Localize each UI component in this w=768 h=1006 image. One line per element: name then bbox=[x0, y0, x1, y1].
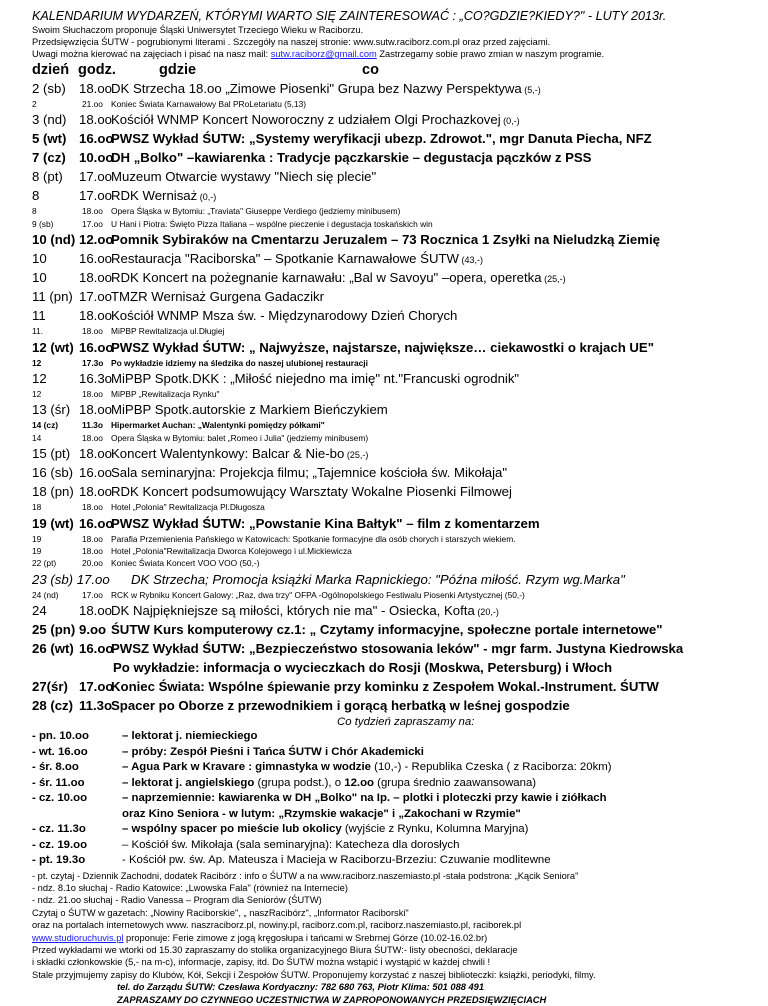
event-description: PWSZ Wykład ŚUTW: „Bezpieczeństwo stosowania leków" - mgr farm. Justyna Kiedrowska bbox=[111, 641, 684, 657]
intro-line-1: Swoim Słuchaczom proponuje Śląski Uniwersytet Trzeciego Wieku w Raciborzu. bbox=[32, 25, 364, 35]
event-time: 9.oo bbox=[79, 622, 107, 638]
weekly-tail: 12.oo bbox=[344, 776, 374, 789]
event-row bbox=[32, 338, 752, 357]
event-row bbox=[32, 230, 752, 249]
event-day: 7 (cz) bbox=[32, 150, 66, 166]
event-time: 17.oo bbox=[79, 169, 113, 185]
weekly-item bbox=[32, 760, 752, 776]
event-row bbox=[32, 419, 752, 431]
event-description: Kościół WNMP Msza św. - Międzynarodowy Dzień Chorych bbox=[111, 308, 458, 324]
event-row bbox=[32, 620, 752, 639]
event-description: Spacer po Oborze z przewodnikiem i gorącą herbatką w leśnej gospodzie bbox=[111, 698, 570, 714]
event-time: 18.oo bbox=[79, 603, 113, 619]
event-description: Koniec Świata Koncert VOO VOO (50,-) bbox=[111, 558, 260, 569]
weekly-when: - cz. 19.oo bbox=[32, 838, 88, 851]
event-description: MiPBP Spotk.autorskie z Markiem Bieńczykiem bbox=[111, 402, 388, 418]
event-row bbox=[32, 400, 752, 419]
event-day: 2 (sb) bbox=[32, 81, 66, 96]
event-description: MiPBP Spotk.DKK : „Miłość niejedno ma imię" nt."Francuski ogrodnik" bbox=[111, 370, 520, 386]
event-day: 23 (sb) 17.oo bbox=[32, 571, 110, 587]
event-time: 16.oo bbox=[79, 515, 114, 531]
event-day: 3 (nd) bbox=[32, 112, 67, 128]
weekly-item bbox=[32, 838, 752, 854]
intro-text: Uwagi można kierować na zajęciach i pisać na nasz mail: bbox=[32, 49, 271, 59]
event-row bbox=[32, 306, 752, 325]
event-description: Pomnik Sybiraków na Cmentarzu Jeruzalem – 73 Rocznica 1 Zsyłki na Nieludzką Ziemię bbox=[111, 232, 660, 248]
event-day: 19 bbox=[32, 545, 42, 556]
event-time: 18.oo bbox=[79, 308, 113, 324]
weekly-extra: (10,-) bbox=[371, 761, 402, 774]
event-description: U Hani i Piotra: Święto Pizza Italiana – wspólne pieczenie i degustacja toskańskich win bbox=[111, 218, 433, 229]
event-row bbox=[32, 639, 752, 658]
weekly-item bbox=[32, 776, 752, 792]
event-row bbox=[32, 444, 752, 463]
event-time: 18.oo bbox=[79, 446, 113, 462]
weekly-extra: - Kościół pw. św. Ap. Mateusza i Macieja w Raciborzu-Brzeziu: Czuwanie modlitewne bbox=[122, 854, 551, 867]
event-price: (5,-) bbox=[521, 85, 541, 95]
event-description: RDK Wernisaż (0,-) bbox=[111, 188, 217, 204]
event-price: (0,-) bbox=[197, 192, 217, 203]
event-day: 10 bbox=[32, 270, 47, 286]
event-day: 12 bbox=[32, 357, 42, 368]
weekly-text: – Agua Park w Kravare : gimnastyka w wodzie bbox=[122, 761, 371, 774]
event-description: Muzeum Otwarcie wystawy "Niech się plecie" bbox=[111, 169, 377, 185]
event-time: 18.oo bbox=[79, 270, 113, 286]
event-time: 18.oo bbox=[82, 545, 103, 556]
event-description: RDK Koncert podsumowujący Warsztaty Wokalne Piosenki Filmowej bbox=[111, 484, 512, 500]
weekly-extra: (wyjście z Rynku, Kolumna Maryjna) bbox=[341, 823, 529, 836]
event-description: ŚUTW Kurs komputerowy cz.1: „ Czytamy informacyjne, społeczne portale internetowe" bbox=[111, 622, 663, 638]
event-time: 16.3o bbox=[79, 370, 113, 386]
event-description: DH „Bolko" –kawiarenka : Tradycje pączkarskie – degustacja pączków z PSS bbox=[111, 150, 592, 166]
event-day: 8 bbox=[32, 206, 37, 217]
event-description: Sala seminaryjna: Projekcja filmu; „Tajemnice kościoła św. Mikołaja" bbox=[111, 465, 508, 481]
event-description: PWSZ Wykład ŚUTW: „Powstanie Kina Bałtyk" – film z komentarzem bbox=[111, 515, 540, 531]
event-description: Koniec Świata Karnawałowy Bal PRoLetariatu (5,13) bbox=[111, 99, 307, 109]
event-time: 16.oo bbox=[79, 339, 114, 355]
intro-line-2: Przedsięwzięcia ŚUTW - pogrubionymi literami . Szczegóły na naszej stronie: www.sutw.raciborz.com.pl oraz przed zajęciami. bbox=[32, 37, 551, 47]
weekly-text: – lektorat j. niemieckiego bbox=[122, 730, 258, 743]
event-description: Hotel „Polonia" Rewitalizacja Pl.Długosza bbox=[111, 502, 265, 513]
event-description: RDK Koncert na pożegnanie karnawału: „Bal w Savoyu" –opera, operetka (25,-) bbox=[111, 270, 566, 286]
event-time: 11.3o bbox=[79, 698, 112, 714]
event-day: 12 bbox=[32, 370, 47, 386]
event-day: 24 bbox=[32, 603, 47, 619]
weekly-text: – naprzemiennie: kawiarenka w DH „Bolko" na Ip. – plotki i ploteczki przy kawie i ziółkach bbox=[122, 792, 607, 805]
event-row bbox=[32, 186, 752, 205]
event-day: 13 (śr) bbox=[32, 402, 71, 418]
event-row bbox=[32, 432, 752, 444]
event-row bbox=[32, 129, 752, 148]
event-day: 24 (nd) bbox=[32, 589, 59, 600]
event-row bbox=[32, 110, 752, 129]
event-time: 17.oo bbox=[79, 289, 113, 305]
footer-line: - ndz. 8.1o słuchaj - Radio Katowice: „Lwowska Fala" (również na Internecie) bbox=[32, 882, 348, 893]
header-where: gdzie bbox=[159, 62, 197, 78]
event-time: 17.oo bbox=[79, 188, 113, 204]
event-time: 18.oo bbox=[82, 533, 103, 544]
event-row bbox=[32, 325, 752, 337]
event-description: Koncert Walentynkowy: Balcar & Nie-bo (25,-) bbox=[111, 446, 369, 462]
event-price: (25,-) bbox=[541, 274, 566, 285]
event-time: 16.oo bbox=[79, 641, 114, 657]
event-row bbox=[32, 148, 752, 167]
event-day: 19 bbox=[32, 533, 42, 544]
event-description: PWSZ Wykład ŚUTW: „Systemy weryfikacji ubezp. Zdrowot.", mgr Danuta Piecha, NFZ bbox=[111, 131, 652, 147]
event-row bbox=[32, 268, 752, 287]
event-time: 18.oo bbox=[82, 326, 103, 337]
event-price: (20,-) bbox=[474, 607, 499, 618]
footer-line: oraz na portalach internetowych www. naszraciborz.pl, nowiny.pl, raciborz.com.pl, raciborz.naszemiasto.pl, raciborek.pl bbox=[32, 920, 522, 931]
event-description: Hotel „Polonia"Rewitalizacja Dworca Kolejowego i ul.Mickiewicza bbox=[111, 545, 352, 556]
event-description: Koniec Świata: Wspólne śpiewanie przy kominku z Zespołem Wokal.-Instrument. ŚUTW bbox=[111, 679, 659, 695]
weekly-extra: (grupa podst.), o bbox=[254, 776, 345, 789]
event-time: 18.oo bbox=[82, 502, 103, 513]
studio-link[interactable]: www.studioruchuvis.pl bbox=[32, 932, 124, 943]
event-time: 12.oo bbox=[79, 232, 114, 248]
weekly-when: - śr. 8.oo bbox=[32, 761, 79, 774]
event-description: Parafia Przemienienia Pańskiego w Katowicach: Spotkanie formacyjne dla osób chorych i starszych wiekiem. bbox=[111, 533, 516, 544]
event-description: Opera Śląska w Bytomiu: balet „Romeo i Julia" (jedziemy minibusem) bbox=[111, 432, 369, 443]
weekly-item bbox=[32, 791, 752, 807]
email-link[interactable]: sutw.raciborz@gmail.com bbox=[270, 49, 377, 59]
footer-line: - pt. czytaj - Dziennik Zachodni, dodatek Racibórz : info o ŚUTW a na www.raciborz.naszemiasto.pl -stała podstrona: „Kącik Seniora" bbox=[32, 870, 579, 881]
event-description: TMZR Wernisaż Gurgena Gadaczikr bbox=[111, 289, 325, 305]
footer-line: Czytaj o ŚUTW w gazetach: „Nowiny Raciborskie", „ naszRacibórz", „Informator Raciborski" bbox=[32, 907, 409, 918]
event-description: MiPBP „Rewitalizacja Rynku" bbox=[111, 388, 220, 399]
event-time: 17.oo bbox=[79, 679, 114, 695]
event-time: 21.oo bbox=[82, 99, 103, 109]
event-row bbox=[32, 167, 752, 186]
event-day: 14 bbox=[32, 432, 42, 443]
event-day: 9 (sb) bbox=[32, 218, 54, 229]
event-row bbox=[32, 388, 752, 400]
event-time: 18.oo bbox=[82, 206, 103, 217]
event-description: RCK w Rybniku Koncert Galowy: „Raz, dwa trzy" OFPA -Ogólnopolskiego Festiwalu Piosenki Artystycznej (50,-) bbox=[111, 589, 525, 600]
event-description: DK Strzecha; Promocja książki Marka Rapnickiego: "Późna miłość. Rzym wg.Marka" bbox=[131, 571, 625, 587]
event-day: 18 bbox=[32, 502, 42, 513]
event-price: (0,-) bbox=[500, 116, 520, 127]
weekly-tail2: (grupa średnio zaawansowana) bbox=[374, 776, 537, 789]
header-what: co bbox=[362, 62, 379, 78]
event-day: 10 (nd) bbox=[32, 232, 76, 248]
header-day: dzień bbox=[32, 62, 70, 78]
header-time: godz. bbox=[78, 62, 116, 78]
intro-text-tail: Zastrzegamy sobie prawo zmian w naszym programie. bbox=[376, 49, 605, 59]
event-description: Restauracja "Raciborska" – Spotkanie Karnawałowe ŚUTW (43,-) bbox=[111, 251, 484, 267]
event-price: (43,-) bbox=[459, 255, 484, 266]
event-time: 18.oo bbox=[79, 402, 113, 418]
contact-line: tel. do Zarządu ŚUTW: Czesława Kordyaczny: 782 680 763, Piotr Klima: 501 088 491 bbox=[117, 982, 485, 993]
event-time: 17.3o bbox=[82, 357, 104, 368]
event-row bbox=[32, 357, 752, 369]
event-row bbox=[32, 463, 752, 482]
event-time: 11.3o bbox=[82, 420, 103, 431]
weekly-text: oraz Kino Seniora - w lutym: „Rzymskie wakacje" i „Zakochani w Rzymie" bbox=[122, 807, 521, 820]
event-time: 10.oo bbox=[79, 150, 114, 166]
footer-text: proponuje: Ferie zimowe z jogą kręgosłupa i tańcami w Srebrnej Górze (10.02-16.02.br) bbox=[123, 932, 488, 943]
event-day: 25 (pn) bbox=[32, 622, 76, 638]
event-day: 22 (pt) bbox=[32, 558, 57, 569]
event-time: 17.oo bbox=[82, 589, 103, 600]
event-row bbox=[32, 369, 752, 388]
event-day: 26 (wt) bbox=[32, 641, 74, 657]
event-row bbox=[32, 601, 752, 620]
event-time: 18.oo bbox=[82, 432, 103, 443]
event-day: 27(śr) bbox=[32, 679, 68, 695]
event-day: 19 (wt) bbox=[32, 515, 74, 531]
event-time: 18.oo bbox=[79, 81, 113, 96]
event-row bbox=[32, 98, 752, 110]
event-row bbox=[32, 677, 752, 696]
event-day: 2 bbox=[32, 99, 37, 109]
event-day: 18 (pn) bbox=[32, 484, 74, 500]
weekly-heading: Co tydzień zapraszamy na: bbox=[337, 716, 475, 729]
footer-line bbox=[32, 932, 752, 944]
weekly-when: - śr. 11.oo bbox=[32, 776, 85, 789]
event-price: (25,-) bbox=[344, 450, 369, 461]
event-day: 11. bbox=[32, 326, 44, 337]
event-day: 12 bbox=[32, 388, 42, 399]
event-description: DK Najpiękniejsze są miłości, których nie ma" - Osiecka, Kofta (20,-) bbox=[111, 603, 499, 619]
event-day: 28 (cz) bbox=[32, 698, 74, 714]
event-row bbox=[32, 218, 752, 230]
event-row bbox=[32, 249, 752, 268]
weekly-when: - pt. 19.3o bbox=[32, 854, 86, 867]
weekly-item bbox=[32, 807, 752, 823]
event-day: 8 bbox=[32, 188, 40, 204]
footer-line: - ndz. 21.oo słuchaj - Radio Vanessa – Program dla Seniorów (ŚUTW) bbox=[32, 895, 322, 906]
weekly-when: - pn. 10.oo bbox=[32, 730, 89, 743]
event-description: Opera Śląska w Bytomiu: „Traviata" Giuseppe Verdiego (jedziemy minibusem) bbox=[111, 206, 401, 217]
event-list bbox=[32, 79, 752, 715]
event-day: 10 bbox=[32, 251, 47, 267]
event-time: 16.oo bbox=[79, 251, 113, 267]
event-day: 11 (pn) bbox=[32, 289, 73, 305]
event-description: MiPBP Rewitalizacja ul.Długiej bbox=[111, 326, 225, 337]
event-day: 12 (wt) bbox=[32, 339, 74, 355]
event-row bbox=[32, 533, 752, 545]
event-day: 14 (cz) bbox=[32, 420, 59, 431]
event-row bbox=[32, 79, 752, 98]
event-row bbox=[32, 589, 752, 601]
intro-line-3 bbox=[32, 48, 752, 60]
weekly-text: – lektorat j. angielskiego bbox=[122, 776, 255, 789]
event-day: 8 (pt) bbox=[32, 169, 63, 185]
event-time: 18.oo bbox=[79, 112, 113, 128]
weekly-text: – wspólny spacer po mieście lub okolicy bbox=[122, 823, 342, 836]
weekly-when: - cz. 10.oo bbox=[32, 792, 88, 805]
event-time: 16.oo bbox=[79, 465, 113, 481]
event-row bbox=[32, 658, 752, 677]
weekly-tail: - Republika Czeska ( z Raciborza: 20km) bbox=[401, 761, 612, 774]
weekly-item bbox=[32, 745, 752, 761]
event-time: 18.oo bbox=[82, 388, 103, 399]
footer-line: i składki członkowskie (5,- na m-c), informacje, zapisy, itd. Do ŚUTW można wstąpić i wystąpić w każdej chwili ! bbox=[32, 957, 491, 968]
event-description: Hipermarket Auchan: „Walentynki pomiędzy półkami" bbox=[111, 420, 325, 431]
weekly-list bbox=[32, 729, 752, 869]
table-header bbox=[32, 62, 752, 79]
footer-line: Przed wykładami we wtorki od 15.30 zapraszamy do stolika organizacyjnego Biura ŚUTW:- listy obecności, deklaracje bbox=[32, 945, 518, 956]
weekly-when: - wt. 16.oo bbox=[32, 745, 88, 758]
event-time: 16.oo bbox=[79, 131, 114, 147]
weekly-text: – próby: Zespół Pieśni i Tańca ŚUTW i Chór Akademicki bbox=[122, 745, 424, 758]
event-row bbox=[32, 696, 752, 715]
event-description: Po wykładzie idziemy na śledzika do naszej ulubionej restauracji bbox=[111, 357, 368, 368]
event-day: 5 (wt) bbox=[32, 131, 67, 147]
event-row bbox=[32, 205, 752, 217]
event-day: 11 bbox=[32, 308, 46, 324]
event-row bbox=[32, 570, 752, 589]
footer-line: Stale przyjmujemy zapisy do Klubów, Kół, Sekcji i Zespołów ŚUTW. Proponujemy korzystać z naszej biblioteczki: książki, periodyki, filmy. bbox=[32, 969, 596, 980]
event-row bbox=[32, 545, 752, 557]
weekly-item bbox=[32, 729, 752, 745]
weekly-extra: – Kościół św. Mikołaja (sala seminaryjna): Katecheza dla dorosłych bbox=[122, 838, 460, 851]
event-description: Po wykładzie: informacja o wycieczkach do Rosji (Moskwa, Petersburg) i Włoch bbox=[113, 660, 613, 676]
event-row bbox=[32, 557, 752, 569]
event-description: Kościół WNMP Koncert Noworoczny z udziałem Olgi Prochazkovej (0,-) bbox=[111, 112, 520, 128]
weekly-item bbox=[32, 822, 752, 838]
event-day: 15 (pt) bbox=[32, 446, 71, 462]
weekly-item bbox=[32, 853, 752, 869]
event-row bbox=[32, 482, 752, 501]
page-title: KALENDARIUM WYDARZEŃ, KTÓRYMI WARTO SIĘ ZAINTERESOWAĆ : „CO?GDZIE?KIEDY?" - LUTY 2013r. bbox=[32, 9, 667, 23]
event-row bbox=[32, 501, 752, 513]
event-time: 18.oo bbox=[79, 484, 113, 500]
event-time: 17.oo bbox=[82, 218, 103, 229]
event-time: 20.oo bbox=[82, 558, 103, 569]
event-description: DK Strzecha 18.oo „Zimowe Piosenki" Grupa bez Nazwy Perspektywa (5,-) bbox=[111, 81, 541, 96]
weekly-when: - cz. 11.3o bbox=[32, 823, 86, 836]
calendar-page bbox=[32, 0, 752, 1006]
event-day: 16 (sb) bbox=[32, 465, 74, 481]
closing-line: ZAPRASZAMY DO CZYNNEGO UCZESTNICTWA W ZAPROPONOWANYCH PRZEDSIĘWZIĘCIACH bbox=[117, 994, 547, 1005]
event-row bbox=[32, 287, 752, 306]
event-description: PWSZ Wykład ŚUTW: „ Najwyższe, najstarsze, największe… ciekawostki o krajach UE" bbox=[111, 339, 654, 355]
event-row bbox=[32, 514, 752, 533]
